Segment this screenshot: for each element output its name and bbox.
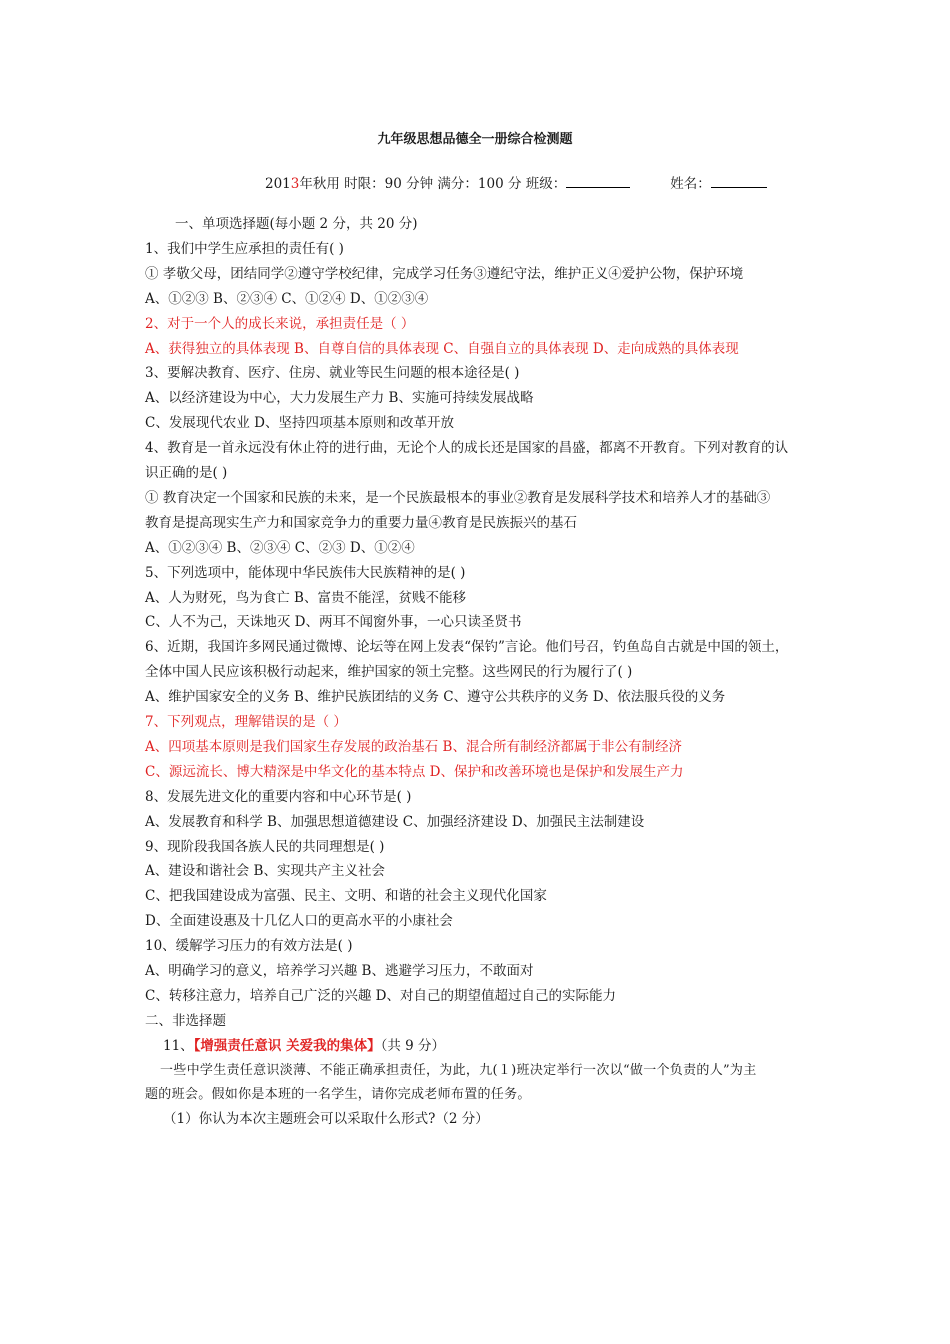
text-line: 全体中国人民应该积极行动起来，维护国家的领土完整。这些网民的行为履行了( ) — [145, 664, 633, 680]
q11-paragraph-line-2: 题的班会。假如你是本班的一名学生，请你完成老师布置的任务。 — [145, 1087, 531, 1102]
text-line: C、发展现代农业 D、坚持四项基本原则和改革开放 — [145, 415, 454, 431]
text-line: A、建设和谐社会 B、实现共产主义社会 — [145, 863, 385, 879]
text-line: C、源远流长、博大精深是中华文化的基本特点 D、保护和改善环境也是保护和发展生产力 — [145, 764, 684, 780]
text-line: C、把我国建设成为富强、民主、文明、和谐的社会主义现代化国家 — [145, 888, 547, 904]
q11-subquestion-1: （1）你认为本次主题班会可以采取什么形式?（2 分） — [163, 1111, 489, 1127]
text-line: 二、非选择题 — [145, 1013, 226, 1029]
text-line: 8、发展先进文化的重要内容和中心环节是( ) — [145, 789, 412, 805]
text-line: A、维护国家安全的义务 B、维护民族团结的义务 C、遵守公共秩序的义务 D、依法服兵役的义务 — [145, 689, 726, 705]
class-blank — [566, 175, 630, 188]
text-line: D、全面建设惠及十几亿人口的更高水平的小康社会 — [145, 913, 453, 929]
text-line: 9、现阶段我国各族人民的共同理想是( ) — [145, 839, 385, 855]
text-line: 4、教育是一首永远没有休止符的进行曲，无论个人的成长还是国家的昌盛，都离不开教育。下列对教育的认 — [145, 440, 789, 456]
text-line: C、转移注意力，培养自己广泛的兴趣 D、对自己的期望值超过自己的实际能力 — [145, 988, 616, 1004]
text-line: A、四项基本原则是我们国家生存发展的政治基石 B、混合所有制经济都属于非公有制经济 — [145, 739, 682, 755]
exam-meta — [265, 172, 767, 192]
exam-info: 年秋用 时限：90 分钟 满分：100 分 班级： — [299, 176, 567, 192]
year-digit: 3 — [290, 176, 300, 192]
text-line: 教育是提高现实生产力和国家竞争力的重要力量④教育是民族振兴的基石 — [145, 515, 577, 531]
text-line: 10、缓解学习压力的有效方法是( ) — [145, 938, 353, 954]
text-line: 5、下列选项中，能体现中华民族伟大民族精神的是( ) — [145, 565, 466, 581]
text-line: A、人为财死，鸟为食亡 B、富贵不能淫，贫贱不能移 — [145, 590, 466, 606]
name-blank — [711, 175, 767, 188]
q11-heading — [163, 1037, 445, 1055]
text-line: 1、我们中学生应承担的责任有( ) — [145, 241, 344, 257]
q11-number: 11、 — [163, 1038, 194, 1054]
text-line: C、人不为己，天诛地灭 D、两耳不闻窗外事，一心只读圣贤书 — [145, 614, 522, 630]
text-line: 2、对于一个人的成长来说，承担责任是（ ） — [145, 316, 415, 332]
year-prefix: 201 — [265, 176, 291, 192]
name-label: 姓名： — [670, 176, 711, 192]
text-line: A、①②③ B、②③④ C、①②④ D、①②③④ — [145, 291, 429, 307]
text-line: 3、要解决教育、医疗、住房、就业等民生问题的根本途径是( ) — [145, 365, 520, 381]
text-line: ① 孝敬父母，团结同学②遵守学校纪律，完成学习任务③遵纪守法，维护正义④爱护公物，保护环境 — [145, 266, 744, 282]
text-line: 6、近期，我国许多网民通过微博、论坛等在网上发表“保钓”言论。他们号召，钓鱼岛自古就是中国的领土， — [145, 639, 789, 655]
text-line: A、①②③④ B、②③④ C、②③ D、①②④ — [145, 540, 415, 556]
text-line: 7、下列观点，理解错误的是（ ） — [145, 714, 347, 730]
text-line: A、以经济建设为中心，大力发展生产力 B、实施可持续发展战略 — [145, 390, 534, 406]
q11-title: 【增强责任意识 关爱我的集体】 — [193, 1038, 381, 1054]
q11-paragraph-line-1: 一些中学生责任意识淡薄、不能正确承担责任，为此，九(１)班决定举行一次以“做一个负责的人”为主 — [160, 1063, 757, 1078]
text-line: 一、单项选择题(每小题 2 分，共 20 分) — [175, 216, 418, 232]
text-line: A、明确学习的意义，培养学习兴趣 B、逃避学习压力，不敢面对 — [145, 963, 534, 979]
q11-score: （共 9 分） — [380, 1038, 446, 1054]
text-line: ① 教育决定一个国家和民族的未来，是一个民族最根本的事业②教育是发展科学技术和培养人才的基础③ — [145, 490, 771, 506]
page-title: 九年级思想品德全一册综合检测题 — [377, 132, 573, 147]
text-line: A、获得独立的具体表现 B、自尊自信的具体表现 C、自强自立的具体表现 D、走向成熟的具体表现 — [145, 341, 739, 357]
text-line: A、发展教育和科学 B、加强思想道德建设 C、加强经济建设 D、加强民主法制建设 — [145, 814, 645, 830]
text-line: 识正确的是( ) — [145, 465, 228, 481]
